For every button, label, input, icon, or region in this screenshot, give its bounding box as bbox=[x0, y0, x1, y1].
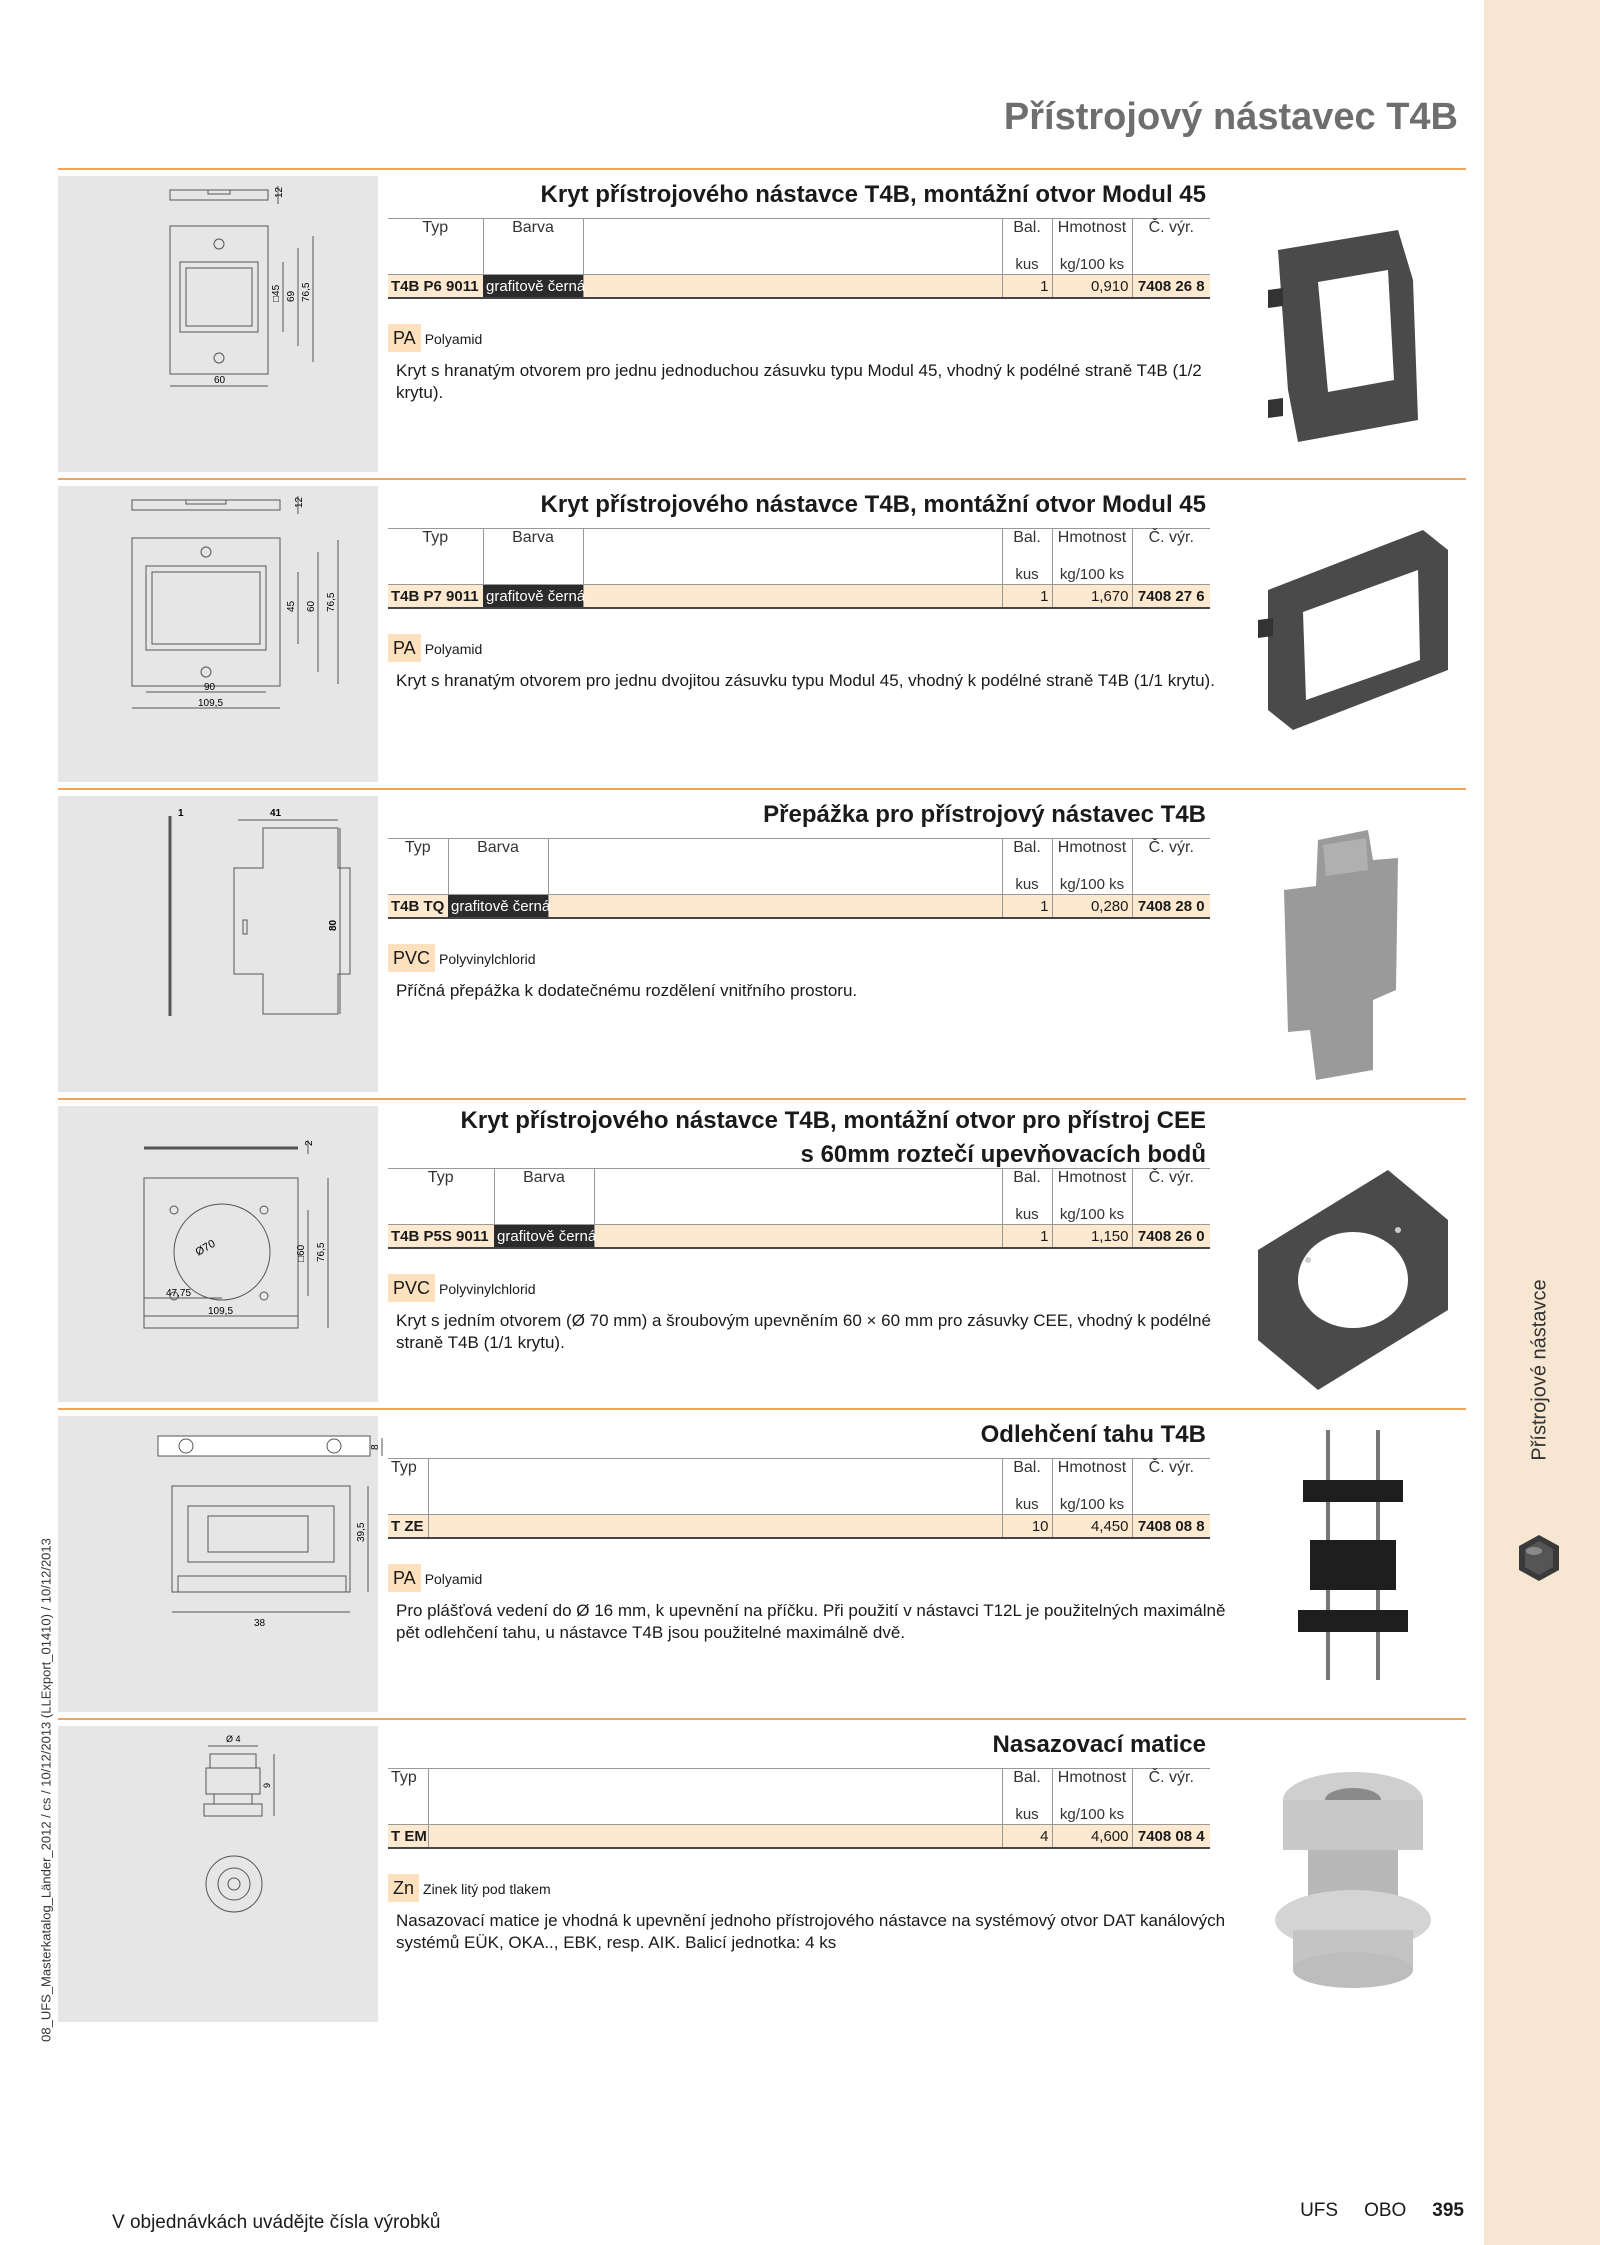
dim-label: 76,5 bbox=[301, 282, 312, 302]
header-bal: Bal. bbox=[1002, 839, 1052, 876]
material-label bbox=[388, 1564, 482, 1592]
dim-label: 38 bbox=[254, 1618, 266, 1629]
cell-typ: T EM bbox=[388, 1825, 428, 1849]
cell-cislo: 7408 08 4 bbox=[1132, 1825, 1210, 1849]
material-code: PVC bbox=[388, 1274, 435, 1302]
brand-ufs: UFS bbox=[1300, 2200, 1339, 2221]
header-cislo: Č. výr. bbox=[1132, 839, 1210, 876]
header-hmotnost: Hmotnost bbox=[1052, 1769, 1132, 1806]
cell-bal: 1 bbox=[1002, 585, 1052, 609]
cell-cislo: 7408 08 8 bbox=[1132, 1515, 1210, 1539]
product-section-1 bbox=[58, 168, 1466, 402]
page-title: Přístrojový nástavec T4B bbox=[1003, 96, 1458, 138]
header-typ: Typ bbox=[388, 839, 448, 876]
header-cislo: Č. výr. bbox=[1132, 219, 1210, 256]
table-row bbox=[388, 1825, 1210, 1849]
table-row bbox=[388, 585, 1210, 609]
material-name: Polyamid bbox=[424, 641, 483, 657]
header-typ: Typ bbox=[388, 529, 483, 566]
cell-typ: T4B TQ bbox=[388, 895, 448, 919]
unit-bal: kus bbox=[1002, 255, 1052, 275]
product-table bbox=[388, 528, 1210, 609]
cell-hmotnost: 4,450 bbox=[1052, 1515, 1132, 1539]
header-barva: Barva bbox=[483, 529, 583, 566]
cell-hmotnost: 0,280 bbox=[1052, 895, 1132, 919]
dim-label: 76,5 bbox=[316, 1242, 327, 1262]
material-label bbox=[388, 634, 482, 662]
product-section-4 bbox=[58, 1098, 1466, 1352]
header-hmotnost: Hmotnost bbox=[1052, 219, 1132, 256]
print-meta: 08_UFS_Masterkatalog_Länder_2012 / cs / 10/12/2013 (LLExport_01410) / 10/12/2013 bbox=[38, 1538, 54, 2042]
unit-hmotnost: kg/100 ks bbox=[1052, 1205, 1132, 1225]
product-section-5 bbox=[58, 1408, 1466, 1642]
dim-label: 39,5 bbox=[356, 1522, 367, 1542]
cell-cislo: 7408 28 0 bbox=[1132, 895, 1210, 919]
header-typ: Typ bbox=[388, 1459, 428, 1496]
technical-drawing bbox=[58, 176, 378, 472]
dim-label: 45 bbox=[286, 600, 297, 612]
material-label bbox=[388, 324, 482, 352]
dim-label: 8 bbox=[370, 1444, 381, 1450]
header-cislo: Č. výr. bbox=[1132, 529, 1210, 566]
material-code: PA bbox=[388, 634, 421, 662]
dim-label: □45 bbox=[271, 284, 282, 302]
dim-label: 47,75 bbox=[166, 1288, 192, 1299]
product-description: Příčná přepážka k dodatečnému rozdělení vnitřního prostoru. bbox=[396, 981, 858, 1000]
header-typ: Typ bbox=[388, 1769, 428, 1806]
table-row bbox=[388, 895, 1210, 919]
cell-bal: 4 bbox=[1002, 1825, 1052, 1849]
cell-hmotnost: 1,150 bbox=[1052, 1225, 1132, 1249]
header-hmotnost: Hmotnost bbox=[1052, 839, 1132, 876]
product-section-3 bbox=[58, 788, 1466, 1000]
page-number: 395 bbox=[1432, 2200, 1464, 2221]
dim-label: 1 bbox=[178, 808, 184, 819]
material-label bbox=[388, 1274, 536, 1302]
footer-brand bbox=[1274, 2200, 1464, 2222]
header-cislo: Č. výr. bbox=[1132, 1769, 1210, 1806]
technical-drawing bbox=[58, 796, 378, 1092]
material-name: Polyamid bbox=[424, 1571, 483, 1587]
material-code: Zn bbox=[388, 1874, 419, 1902]
dim-label: 109,5 bbox=[208, 1306, 234, 1317]
product-section-6 bbox=[58, 1718, 1466, 1952]
side-tab-band bbox=[1484, 0, 1600, 2245]
unit-hmotnost: kg/100 ks bbox=[1052, 875, 1132, 895]
table-row bbox=[388, 1225, 1210, 1249]
material-label bbox=[388, 1874, 551, 1902]
cell-bal: 1 bbox=[1002, 1225, 1052, 1249]
cell-bal: 1 bbox=[1002, 275, 1052, 299]
dim-label: □60 bbox=[296, 1244, 307, 1262]
material-name: Polyvinylchlorid bbox=[439, 951, 536, 967]
technical-drawing bbox=[58, 486, 378, 782]
header-hmotnost: Hmotnost bbox=[1052, 1459, 1132, 1496]
dim-label: 60 bbox=[306, 600, 317, 612]
product-description: Kryt s hranatým otvorem pro jednu jednoduchou zásuvku typu Modul 45, vhodný k podélné straně T4B (1/2 krytu). bbox=[396, 361, 1202, 402]
cell-typ: T4B P6 9011 bbox=[388, 275, 483, 299]
order-note: V objednávkách uvádějte čísla výrobků bbox=[112, 2212, 441, 2233]
table-row bbox=[388, 1515, 1210, 1539]
cell-bal: 1 bbox=[1002, 895, 1052, 919]
unit-hmotnost: kg/100 ks bbox=[1052, 255, 1132, 275]
product-photo bbox=[1248, 500, 1458, 755]
header-bal: Bal. bbox=[1002, 1769, 1052, 1806]
header-typ: Typ bbox=[388, 1169, 494, 1206]
unit-hmotnost: kg/100 ks bbox=[1052, 1495, 1132, 1515]
section-title: Kryt přístrojového nástavce T4B, montážní otvor Modul 45 bbox=[540, 491, 1206, 518]
section-title: Nasazovací matice bbox=[992, 1731, 1206, 1758]
header-barva: Barva bbox=[483, 219, 583, 256]
technical-drawing bbox=[58, 1416, 381, 1712]
cell-typ: T4B P7 9011 bbox=[388, 585, 483, 609]
section-title: Kryt přístrojového nástavce T4B, montážní otvor Modul 45 bbox=[540, 181, 1206, 208]
dim-label: 109,5 bbox=[198, 698, 224, 709]
dim-label: 9 bbox=[262, 1782, 272, 1788]
cell-barva: grafitově černá bbox=[483, 275, 583, 299]
material-code: PVC bbox=[388, 944, 435, 972]
side-tab-label: Přístrojové nástavce bbox=[1528, 1279, 1551, 1461]
material-name: Polyvinylchlorid bbox=[439, 1281, 536, 1297]
dim-label: 12 bbox=[294, 496, 305, 508]
cell-typ: T4B P5S 9011 bbox=[388, 1225, 494, 1249]
unit-hmotnost: kg/100 ks bbox=[1052, 565, 1132, 585]
cell-barva: grafitově černá bbox=[483, 585, 583, 609]
unit-bal: kus bbox=[1002, 1205, 1052, 1225]
dim-label: 12 bbox=[274, 186, 285, 198]
dim-label: Ø 4 bbox=[226, 1734, 241, 1744]
cell-bal: 10 bbox=[1002, 1515, 1052, 1539]
table-row bbox=[388, 275, 1210, 299]
unit-hmotnost: kg/100 ks bbox=[1052, 1805, 1132, 1825]
cell-barva: grafitově černá bbox=[494, 1225, 594, 1249]
header-hmotnost: Hmotnost bbox=[1052, 1169, 1132, 1206]
dim-label: 60 bbox=[214, 375, 226, 386]
hexagon-nut-icon bbox=[1514, 1533, 1564, 1583]
material-name: Polyamid bbox=[424, 331, 483, 347]
cell-typ: T ZE bbox=[388, 1515, 428, 1539]
technical-drawing bbox=[58, 1726, 378, 2022]
unit-bal: kus bbox=[1002, 565, 1052, 585]
header-barva: Barva bbox=[448, 839, 548, 876]
product-photo bbox=[1248, 1140, 1458, 1395]
product-description: Kryt s jedním otvorem (Ø 70 mm) a šroubovým upevněním 60 × 60 mm pro zásuvky CEE, vhodný k podélné straně T4B (1/1 krytu). bbox=[396, 1311, 1211, 1352]
product-table bbox=[388, 1768, 1210, 1849]
dim-label: Ø70 bbox=[193, 1237, 218, 1259]
product-table bbox=[388, 838, 1210, 919]
unit-bal: kus bbox=[1002, 1495, 1052, 1515]
unit-bal: kus bbox=[1002, 1805, 1052, 1825]
material-label bbox=[388, 944, 536, 972]
product-photo bbox=[1248, 830, 1458, 1085]
product-description: Nasazovací matice je vhodná k upevnění jednoho přístrojového nástavce na systémový otvor DAT kanálových systémů EÜK, OKA.., EBK, resp. AIK. Balicí jednotka: 4 ks bbox=[396, 1911, 1226, 1952]
product-section-2 bbox=[58, 478, 1466, 709]
brand-obo: OBO bbox=[1364, 2200, 1407, 2221]
section-title: Přepážka pro přístrojový nástavec T4B bbox=[763, 801, 1206, 828]
cell-cislo: 7408 26 8 bbox=[1132, 275, 1210, 299]
technical-drawing bbox=[58, 1106, 378, 1402]
product-table bbox=[388, 218, 1210, 299]
dim-label: 41 bbox=[270, 808, 282, 819]
cell-barva: grafitově černá bbox=[448, 895, 548, 919]
header-typ: Typ bbox=[388, 219, 483, 256]
material-name: Zinek litý pod tlakem bbox=[423, 1881, 551, 1897]
cell-hmotnost: 4,600 bbox=[1052, 1825, 1132, 1849]
product-photo bbox=[1248, 1430, 1458, 1685]
dim-label: 76,5 bbox=[326, 592, 337, 612]
cell-cislo: 7408 27 6 bbox=[1132, 585, 1210, 609]
section-title: Odlehčení tahu T4B bbox=[980, 1421, 1206, 1448]
dim-label: 69 bbox=[286, 290, 297, 302]
cell-hmotnost: 1,670 bbox=[1052, 585, 1132, 609]
product-table bbox=[388, 1168, 1210, 1249]
product-description: Pro plášťová vedení do Ø 16 mm, k upevnění na příčku. Při použití v nástavci T12L je použitelných maximálně pět odlehčení tahu, u nástavce T4B jsou použitelné maximálně dvě. bbox=[396, 1601, 1226, 1642]
header-bal: Bal. bbox=[1002, 529, 1052, 566]
header-barva: Barva bbox=[494, 1169, 594, 1206]
material-code: PA bbox=[388, 324, 421, 352]
header-bal: Bal. bbox=[1002, 1169, 1052, 1206]
dim-label: 90 bbox=[204, 682, 216, 693]
section-title: Kryt přístrojového nástavce T4B, montážní otvor pro přístroj CEE s 60mm roztečí upevňovacích bodů bbox=[460, 1107, 1206, 1168]
header-cislo: Č. výr. bbox=[1132, 1169, 1210, 1206]
product-table bbox=[388, 1458, 1210, 1539]
product-description: Kryt s hranatým otvorem pro jednu dvojitou zásuvku typu Modul 45, vhodný k podélné straně T4B (1/1 krytu). bbox=[396, 671, 1215, 690]
cell-hmotnost: 0,910 bbox=[1052, 275, 1132, 299]
header-hmotnost: Hmotnost bbox=[1052, 529, 1132, 566]
header-bal: Bal. bbox=[1002, 219, 1052, 256]
product-photo bbox=[1248, 1760, 1458, 2015]
header-bal: Bal. bbox=[1002, 1459, 1052, 1496]
dim-label: 2 bbox=[304, 1140, 315, 1146]
dim-label: 80 bbox=[328, 919, 339, 931]
unit-bal: kus bbox=[1002, 875, 1052, 895]
material-code: PA bbox=[388, 1564, 421, 1592]
product-photo bbox=[1248, 210, 1458, 465]
cell-cislo: 7408 26 0 bbox=[1132, 1225, 1210, 1249]
header-cislo: Č. výr. bbox=[1132, 1459, 1210, 1496]
